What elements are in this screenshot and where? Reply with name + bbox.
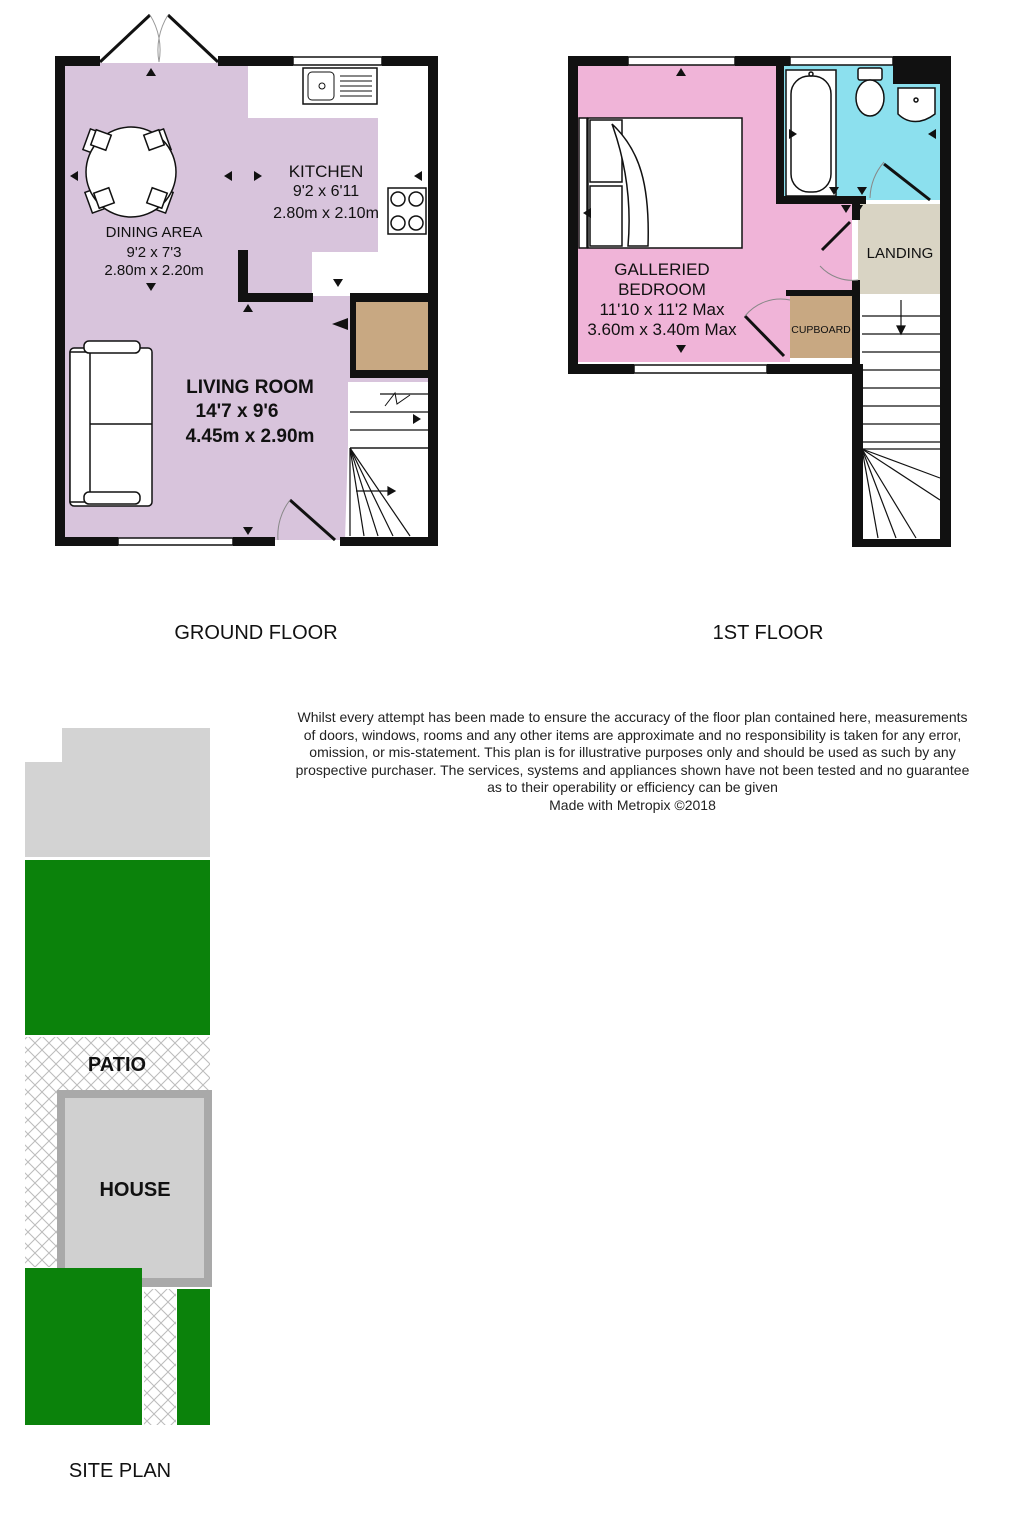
house-label: HOUSE (99, 1179, 171, 1201)
understairs-cupboard (355, 302, 428, 370)
front-path (144, 1289, 176, 1425)
kitchen-name: KITCHEN (288, 162, 364, 181)
cupboard-name: CUPBOARD (791, 324, 851, 336)
living-imperial: 14'7 x 9'6 (195, 401, 279, 422)
patio-label: PATIO (87, 1054, 147, 1076)
upper-stairs (858, 296, 940, 541)
kitchen-hob (388, 188, 426, 234)
bedroom-name-line1: GALLERIED (614, 260, 710, 279)
disclaimer-line: of doors, windows, rooms and any other items are approximate and no responsibility is taken for any error, (303, 726, 962, 743)
site-plan-label: SITE PLAN (68, 1460, 172, 1482)
french-doors (100, 15, 218, 62)
dining-imperial: 9'2 x 7'3 (126, 244, 182, 261)
dining-metric: 2.80m x 2.20m (104, 262, 204, 279)
kitchen-metric: 2.80m x 2.10m (273, 205, 379, 222)
disclaimer (255, 709, 1010, 814)
bedroom-name-line2: BEDROOM (618, 280, 706, 299)
bed (579, 118, 742, 248)
dining-name: DINING AREA (105, 224, 203, 241)
first-floor-label: 1ST FLOOR (712, 622, 824, 644)
front-garden-left (25, 1268, 142, 1425)
disclaimer-line: as to their operability or efficiency can be given (487, 779, 778, 795)
living-metric: 4.45m x 2.90m (185, 426, 315, 447)
kitchen-sink (303, 68, 377, 104)
basin (898, 88, 935, 122)
site-plan (25, 728, 212, 1425)
disclaimer-line: prospective purchaser. The services, systems and appliances shown have not been tested and no guarantee (295, 761, 970, 778)
living-name: LIVING ROOM (186, 377, 314, 398)
sofa (70, 341, 152, 506)
disclaimer-line: Whilst every attempt has been made to ensure the accuracy of the floor plan contained here, measurements (297, 709, 968, 725)
bedroom-metric: 3.60m x 3.40m Max (587, 320, 737, 339)
disclaimer-line: omission, or mis-statement. This plan is for illustrative purposes only and should be used as such by any (309, 744, 956, 760)
dining-table (83, 127, 176, 217)
toilet (856, 68, 884, 116)
ground-floor-label: GROUND FLOOR (174, 622, 338, 644)
neighbour-building (25, 728, 210, 857)
bedroom-imperial: 11'10 x 11'2 Max (599, 300, 725, 319)
rear-garden (25, 860, 210, 1035)
kitchen-imperial: 9'2 x 6'11 (292, 183, 360, 200)
landing-name: LANDING (866, 245, 934, 262)
credit: Made with Metropix ©2018 (549, 796, 716, 813)
front-garden-right (177, 1289, 210, 1425)
ground-floor-plan (55, 15, 438, 546)
